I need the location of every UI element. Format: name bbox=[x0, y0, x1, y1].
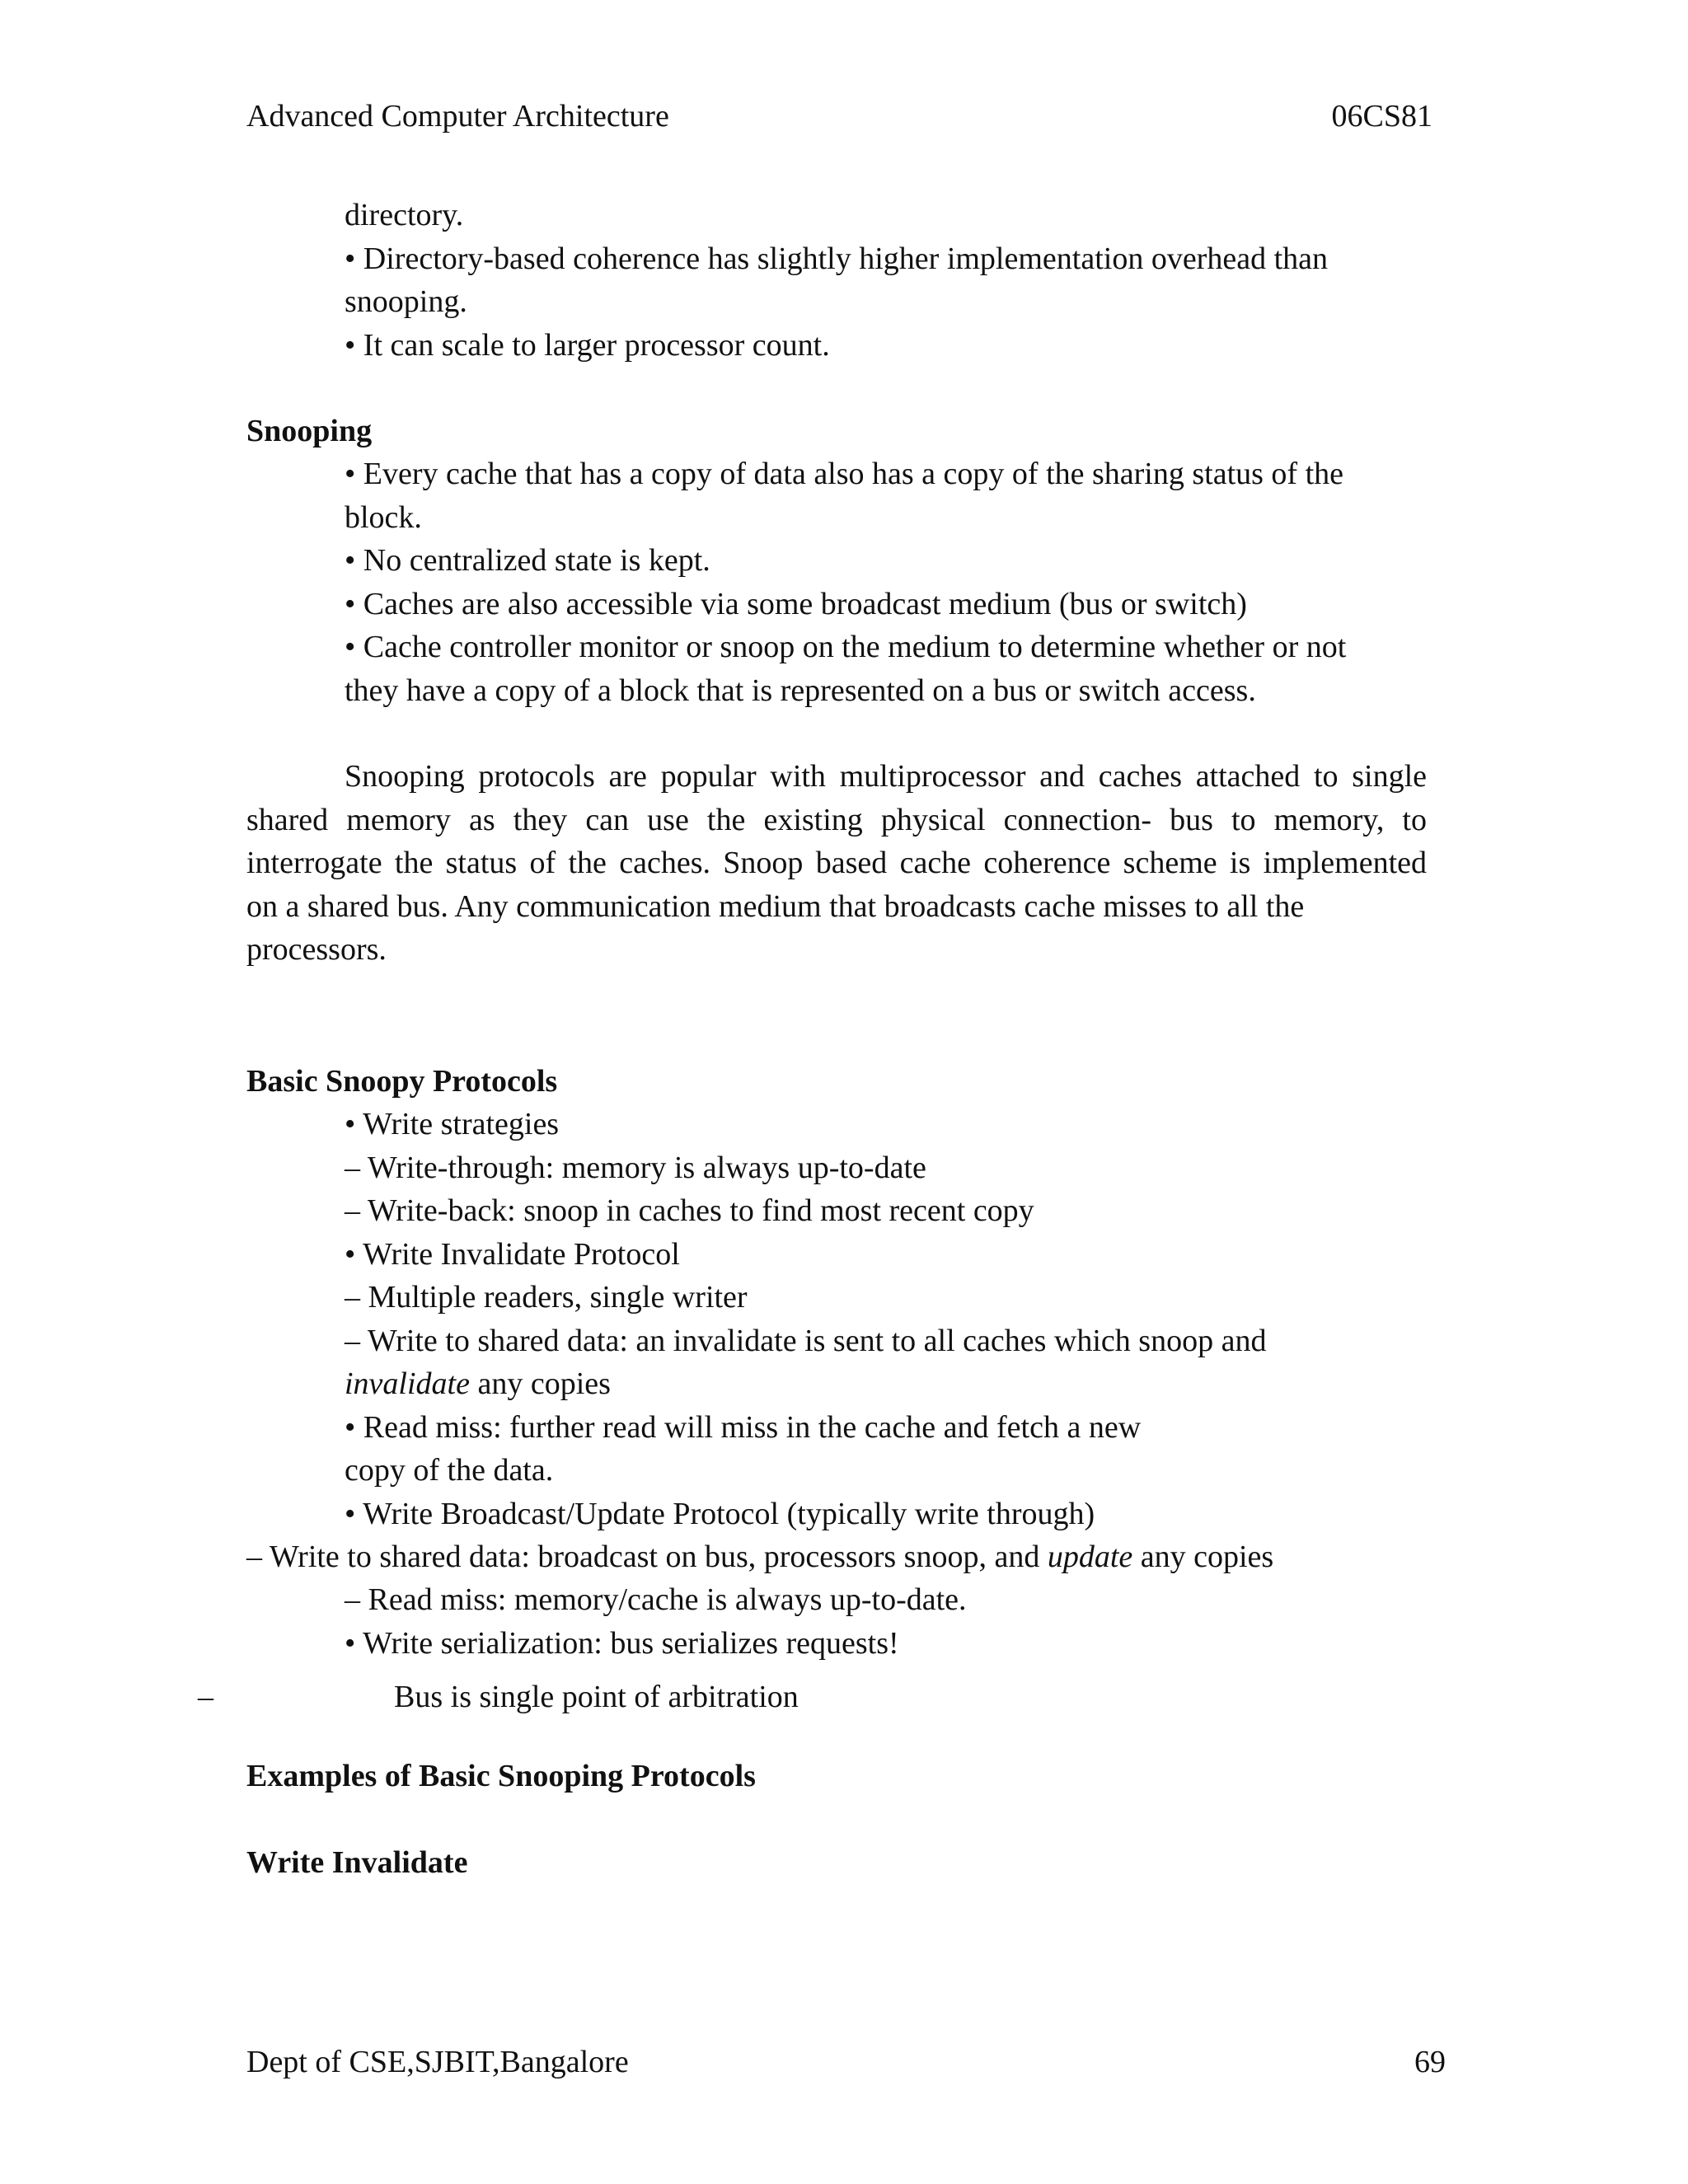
list-item: – Write-through: memory is always up-to-date bbox=[345, 1150, 926, 1185]
list-item-text: any copies bbox=[1132, 1540, 1274, 1574]
list-item: • No centralized state is kept. bbox=[345, 543, 710, 578]
stray-dash: – bbox=[198, 1680, 213, 1714]
header-course-code: 06CS81 bbox=[1331, 99, 1432, 134]
paragraph-line: interrogate the status of the caches. Snoop based cache coherence scheme is implemented bbox=[246, 846, 1427, 880]
page-footer bbox=[246, 2041, 1446, 2083]
list-item bbox=[345, 1362, 1266, 1406]
list-item: • Write serialization: bus serializes requests! bbox=[345, 1625, 899, 1661]
snooping-heading: Snooping bbox=[246, 414, 373, 448]
paragraph-line: on a shared bus. Any communication medium that broadcasts cache misses to all the bbox=[246, 888, 1305, 924]
list-item: – Write-back: snoop in caches to find most recent copy bbox=[345, 1193, 1034, 1228]
text-line: • Directory-based coherence has slightly higher implementation overhead than bbox=[345, 241, 1328, 276]
basic-snoopy-heading: Basic Snoopy Protocols bbox=[246, 1064, 558, 1099]
list-item: Bus is single point of arbitration bbox=[394, 1680, 799, 1714]
emphasis: invalidate bbox=[345, 1366, 470, 1401]
basic-snoopy-list-cont bbox=[345, 1578, 967, 1665]
directory-notes bbox=[345, 194, 1328, 367]
paragraph-line: shared memory as they can use the existing physical connection- bus to memory, to bbox=[246, 802, 1427, 837]
list-item: • Write Invalidate Protocol bbox=[345, 1236, 680, 1272]
text-line: • It can scale to larger processor count. bbox=[345, 327, 830, 363]
basic-snoopy-list bbox=[345, 1103, 1266, 1535]
emphasis: update bbox=[1047, 1540, 1133, 1574]
list-item: – Read miss: memory/cache is always up-to-date. bbox=[345, 1582, 967, 1617]
list-item bbox=[246, 1535, 1273, 1579]
list-item-text: – Write to shared data: broadcast on bus, processors snoop, and bbox=[246, 1540, 1048, 1574]
broadcast-line bbox=[246, 1535, 1273, 1579]
footer-department: Dept of CSE,SJBIT,Bangalore bbox=[246, 2045, 629, 2079]
page-number: 69 bbox=[1414, 2045, 1446, 2079]
list-item: block. bbox=[345, 499, 422, 535]
paragraph-line: Snooping protocols are popular with multiprocessor and caches attached to single bbox=[345, 759, 1427, 794]
write-invalidate-heading: Write Invalidate bbox=[246, 1845, 468, 1880]
list-item: • Every cache that has a copy of data also has a copy of the sharing status of the bbox=[345, 457, 1343, 491]
header-title: Advanced Computer Architecture bbox=[246, 99, 669, 134]
snooping-paragraph bbox=[246, 755, 1427, 972]
list-item: • Cache controller monitor or snoop on the medium to determine whether or not bbox=[345, 630, 1347, 664]
snooping-list bbox=[345, 452, 1346, 712]
list-item: • Write Broadcast/Update Protocol (typically write through) bbox=[345, 1496, 1095, 1531]
list-item: • Caches are also accessible via some broadcast medium (bus or switch) bbox=[345, 586, 1247, 621]
list-item: copy of the data. bbox=[345, 1453, 554, 1488]
list-item: – Write to shared data: an invalidate is sent to all caches which snoop and bbox=[345, 1323, 1267, 1358]
text-line: directory. bbox=[345, 198, 464, 232]
list-item: they have a copy of a block that is represented on a bus or switch access. bbox=[345, 673, 1256, 708]
examples-heading: Examples of Basic Snooping Protocols bbox=[246, 1759, 756, 1793]
list-item: • Write strategies bbox=[345, 1107, 560, 1141]
list-item: – Multiple readers, single writer bbox=[345, 1280, 748, 1315]
paragraph-line: processors. bbox=[246, 932, 387, 967]
list-item: • Read miss: further read will miss in the cache and fetch a new bbox=[345, 1409, 1142, 1445]
page-header bbox=[246, 95, 1432, 138]
text-line: snooping. bbox=[345, 284, 467, 319]
list-item-text: any copies bbox=[469, 1366, 611, 1401]
